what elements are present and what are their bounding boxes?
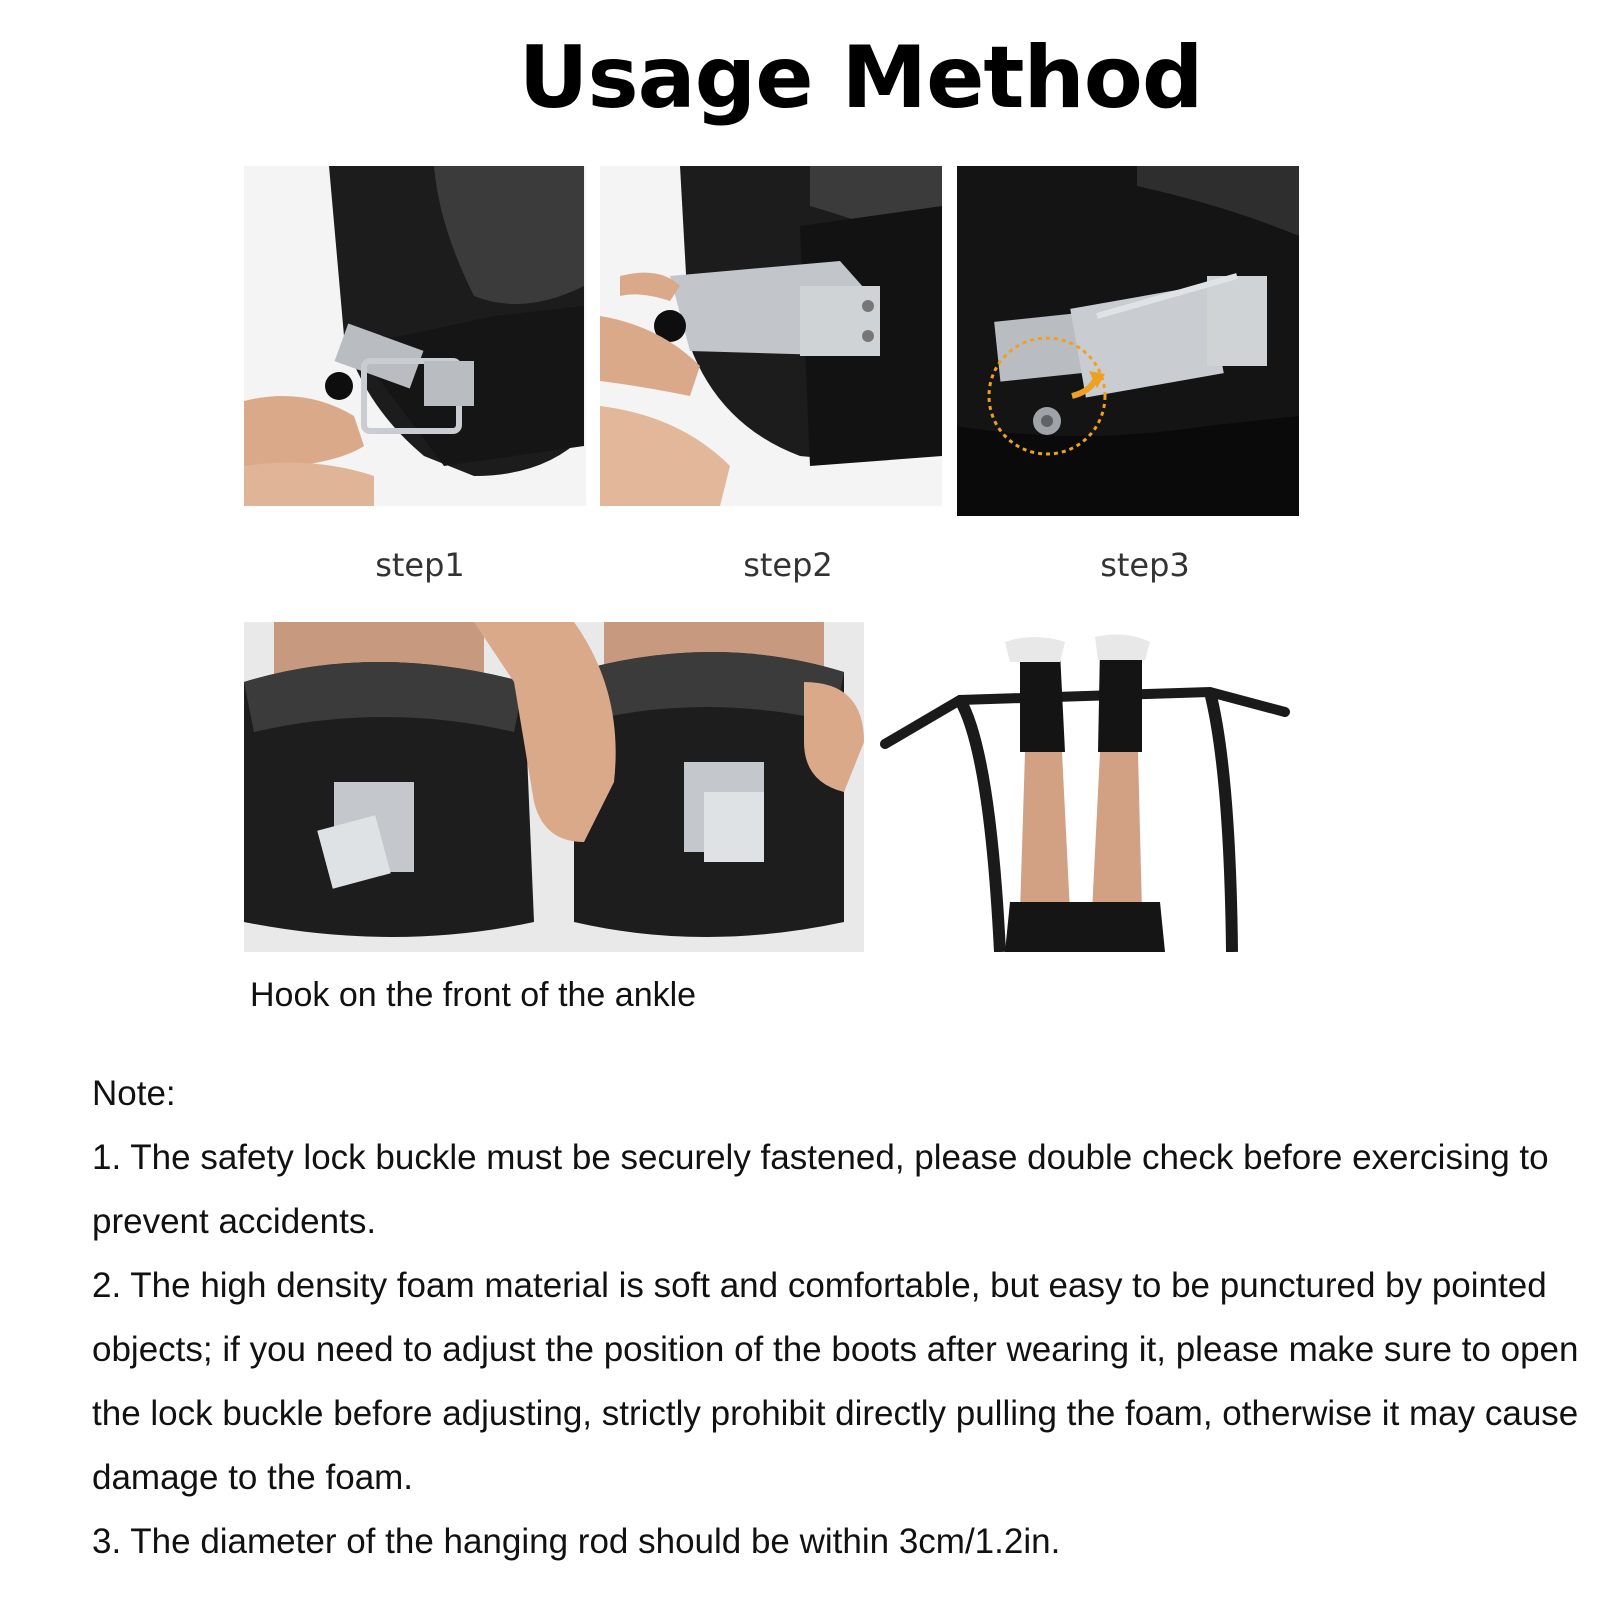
note-item-3: 3. The diameter of the hanging rod should be within 3cm/1.2in. [92,1522,1061,1561]
hanging-illustration [880,632,1290,952]
ankle-hook-caption: Hook on the front of the ankle [250,976,697,1014]
step2-illustration [600,166,942,506]
step1-illustration [244,166,586,506]
step1-photo [244,166,586,506]
note-section [92,1062,1582,1574]
step3-photo [957,166,1299,516]
step1-label: step1 [375,546,465,584]
hanging-photo [880,632,1290,952]
note-item-1: 1. The safety lock buckle must be securely fastened, please double check before exercising to prevent accidents. [92,1138,1549,1241]
step3-label: step3 [1100,546,1190,584]
ankle-hook-illustration [244,622,864,952]
note-heading: Note: [92,1074,176,1113]
step2-label: step2 [743,546,833,584]
page-title: Usage Method [518,28,1203,128]
step3-illustration [957,166,1299,516]
note-item-2: 2. The high density foam material is soft and comfortable, but easy to be punctured by pointed objects; if you need to adjust the position of the boots after wearing it, please make sure to open the lock buckle before adjusting, strictly prohibit directly pulling the foam, otherwise it may cause damage to the foam. [92,1266,1579,1497]
ankle-hook-photo [244,622,864,952]
step2-photo [600,166,942,506]
